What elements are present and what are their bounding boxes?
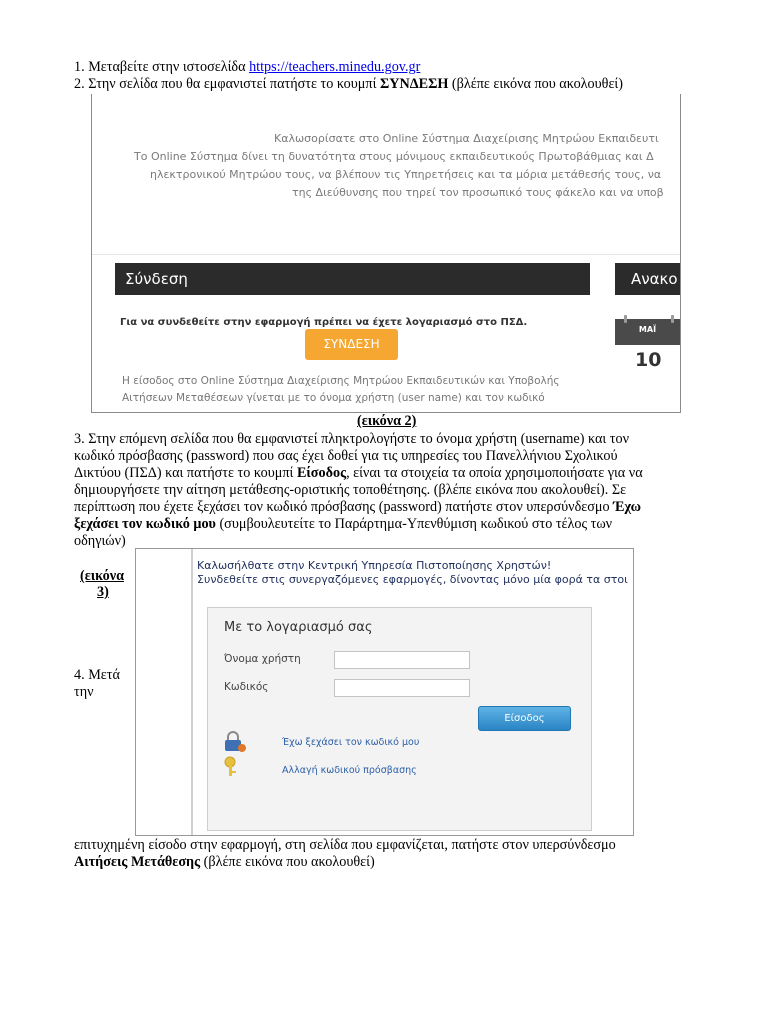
panel-title: Με το λογαριασμό σας	[224, 620, 373, 635]
screenshot-auth-page	[135, 548, 634, 836]
step-4-b: την	[74, 684, 94, 700]
step-3-line-5	[74, 499, 641, 517]
calendar-ring-icon	[624, 315, 627, 323]
step-4-line-3-b: (βλέπε εικόνα που ακολουθεί)	[200, 854, 375, 870]
step-3-line-2: κωδικό πρόσβασης (password) που σας έχει δοθεί για τις υπηρεσίες του Πανελλήνιου Σχολικού	[74, 448, 618, 464]
divider	[92, 254, 680, 255]
screenshot-login-page	[91, 94, 681, 413]
step-2-tail: (βλέπε εικόνα που ακολουθεί)	[448, 76, 623, 92]
welcome-line-3: ηλεκτρονικού Μητρώου τους, να βλέπουν τις Υπηρετήσεις και τα μόρια μετάθεσής τους, να	[150, 168, 662, 181]
login-button[interactable]: Είσοδος	[478, 706, 571, 731]
step-2	[74, 76, 623, 94]
change-password-link[interactable]: Αλλαγή κωδικού πρόσβασης	[282, 765, 417, 776]
minedu-link[interactable]: https://teachers.minedu.gov.gr	[249, 59, 421, 75]
username-field[interactable]	[334, 651, 470, 669]
step-3-line-1: 3. Στην επόμενη σελίδα που θα εμφανιστεί πληκτρολογήστε το όνομα χρήστη (username) και τον	[74, 431, 629, 447]
step-1	[74, 59, 420, 77]
step-3-line-5-bold: Έχω	[613, 499, 641, 515]
side-header-bar	[615, 263, 680, 295]
password-label: Κωδικός	[224, 681, 269, 693]
password-field[interactable]	[334, 679, 470, 697]
description-line-2: Αιτήσεων Μεταθέσεων γίνεται με το όνομα χρήστη (user name) και τον κωδικό	[122, 392, 545, 404]
step-3-line-5-a: περίπτωση που έχετε ξεχάσει τον κωδικό πρόσβασης (password) πατήστε στον υπερσύνδεσμο	[74, 499, 614, 515]
step-3-line-6-b: (συμβουλευτείτε το Παράρτημα-Υπενθύμιση κωδικού στο τέλος των	[215, 516, 613, 532]
step-4-a: 4. Μετά	[74, 667, 120, 683]
login-header-title: Σύνδεση	[125, 270, 188, 288]
caption-2: (εικόνα 2)	[357, 413, 417, 429]
caption-3-a: (εικόνα	[80, 568, 125, 584]
username-label: Όνομα χρήστη	[224, 653, 301, 665]
step-1-text: 1. Μεταβείτε στην ιστοσελίδα	[74, 59, 250, 75]
step-3-line-3	[74, 465, 643, 483]
auth-welcome-title: Καλωσήλθατε στην Κεντρική Υπηρεσία Πιστοποίησης Χρηστών!	[197, 559, 552, 572]
login-panel	[207, 607, 592, 831]
left-divider	[191, 549, 193, 835]
step-3-login-bold: Είσοδος	[296, 465, 347, 481]
login-header-bar	[115, 263, 590, 295]
caption-3-b: 3)	[97, 584, 109, 600]
step-4-line-3	[74, 854, 375, 872]
forgot-password-link[interactable]: Έχω ξεχάσει τον κωδικό μου	[282, 737, 420, 748]
calendar-month: ΜΑΪ	[615, 319, 680, 345]
lock-icon	[223, 731, 247, 753]
auth-welcome-subtitle: Συνδεθείτε στις συνεργαζόμενες εφαρμογές, δίνοντας μόνο μία φορά τα στοι	[197, 573, 628, 586]
step-3-line-3-c: , είναι τα στοιχεία τα οποία χρησιμοποιήσατε για να	[346, 465, 643, 481]
side-header-title: Ανακο	[631, 270, 678, 288]
step-3-line-6	[74, 516, 612, 534]
calendar-ring-icon	[671, 315, 674, 323]
calendar-day: 10	[615, 345, 681, 375]
welcome-line-2: Το Online Σύστημα δίνει τη δυνατότητα στους μόνιμους εκπαιδευτικούς Πρωτοβάθμιας και Δ	[134, 150, 654, 163]
step-2-bold: ΣΥΝΔΕΣΗ	[379, 76, 449, 92]
transfer-applications-bold: Αιτήσεις Μετάθεσης	[74, 854, 201, 870]
welcome-line-4: της Διεύθυνσης που τηρεί τον προσωπικό τους φάκελο και να υποβ	[292, 186, 664, 199]
step-2-text: 2. Στην σελίδα που θα εμφανιστεί πατήστε το κουμπί	[74, 76, 380, 92]
step-3-line-4: δημιουργήσετε την αίτηση μετάθεσης-οριστικής τοποθέτησης. (βλέπε εικόνα που ακολουθεί). Σε	[74, 482, 627, 498]
step-4-line-2: επιτυχημένη είσοδο στην εφαρμογή, στη σελίδα που εμφανίζεται, πατήστε στον υπερσύνδεσμο	[74, 837, 616, 853]
step-3-line-7: οδηγιών)	[74, 533, 126, 549]
welcome-line-1: Καλωσορίσατε στο Online Σύστημα Διαχείρισης Μητρώου Εκπαιδευτι	[274, 132, 659, 145]
syndesi-button[interactable]: ΣΥΝΔΕΣΗ	[305, 329, 398, 360]
step-3-forgot-bold: ξεχάσει τον κωδικό μου	[74, 516, 216, 532]
step-3-line-3-a: Δικτύου (ΠΣΔ) και πατήστε το κουμπί	[74, 465, 297, 481]
account-info: Για να συνδεθείτε στην εφαρμογή πρέπει να έχετε λογαριασμό στο ΠΣΔ.	[120, 317, 528, 328]
description-line-1: Η είσοδος στο Online Σύστημα Διαχείρισης Μητρώου Εκπαιδευτικών και Υποβολής	[122, 375, 560, 387]
key-icon	[223, 756, 243, 778]
